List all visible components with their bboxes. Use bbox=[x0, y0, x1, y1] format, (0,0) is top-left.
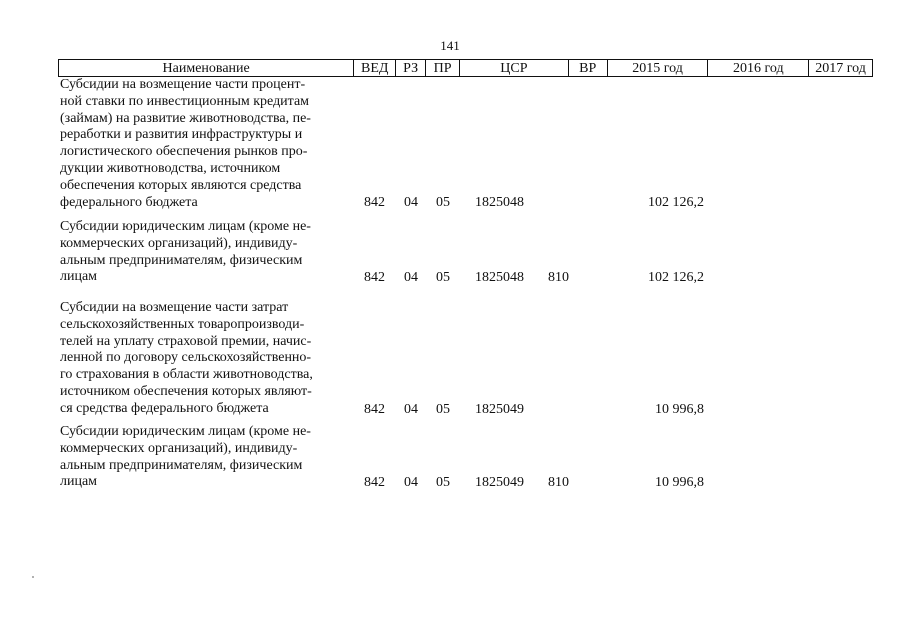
row-rz: 04 bbox=[404, 402, 418, 418]
row-ved: 842 bbox=[364, 195, 385, 211]
row-amount-2015: 102 126,2 bbox=[648, 195, 704, 211]
row-pr: 05 bbox=[436, 195, 450, 211]
row-ved: 842 bbox=[364, 402, 385, 418]
table-row bbox=[60, 219, 872, 287]
header-csr: ЦСР bbox=[460, 60, 569, 76]
scan-speck bbox=[32, 576, 34, 578]
table-row bbox=[60, 77, 872, 212]
row-csr: 1825049 bbox=[475, 475, 524, 491]
header-vr: ВР bbox=[569, 60, 608, 76]
row-vr: 810 bbox=[548, 475, 569, 491]
header-pr: ПР bbox=[426, 60, 460, 76]
row-rz: 04 bbox=[404, 195, 418, 211]
table-row bbox=[60, 300, 872, 419]
row-name: Субсидии на возмещение части процент- ной ставки по инвестиционным кредитам (займам) на развитие животноводства, пе- реработки и развития инфраструктуры и логистического обеспечения рынков про- дукции животноводства, источником обеспечения которых являются средства федерального бюджета bbox=[60, 77, 311, 210]
row-amount-2015: 10 996,8 bbox=[655, 402, 704, 418]
row-csr: 1825048 bbox=[475, 270, 524, 286]
header-name: Наименование bbox=[59, 60, 354, 76]
row-vr: 810 bbox=[548, 270, 569, 286]
header-2016: 2016 год bbox=[708, 60, 809, 76]
header-ved: ВЕД bbox=[354, 60, 396, 76]
table-row bbox=[60, 424, 872, 492]
row-ved: 842 bbox=[364, 475, 385, 491]
row-csr: 1825049 bbox=[475, 402, 524, 418]
row-pr: 05 bbox=[436, 270, 450, 286]
row-rz: 04 bbox=[404, 475, 418, 491]
row-csr: 1825048 bbox=[475, 195, 524, 211]
row-name: Субсидии юридическим лицам (кроме не- коммерческих организаций), индивиду- альным предпринимателям, физическим лицам bbox=[60, 424, 311, 490]
row-amount-2015: 10 996,8 bbox=[655, 475, 704, 491]
row-rz: 04 bbox=[404, 270, 418, 286]
row-amount-2015: 102 126,2 bbox=[648, 270, 704, 286]
row-name: Субсидии на возмещение части затрат сельскохозяйственных товаропроизводи- телей на уплату страховой премии, начис- ленной по договору сельскохозяйственно- го страхования в области животноводства, источником обеспечения которых являют- ся средства федерального бюджета bbox=[60, 300, 313, 416]
header-rz: РЗ bbox=[396, 60, 426, 76]
table-header bbox=[58, 59, 873, 77]
row-name: Субсидии юридическим лицам (кроме не- коммерческих организаций), индивиду- альным предпринимателям, физическим лицам bbox=[60, 219, 311, 285]
page-number: 141 bbox=[440, 38, 460, 53]
row-pr: 05 bbox=[436, 475, 450, 491]
header-2017: 2017 год bbox=[815, 61, 866, 76]
row-ved: 842 bbox=[364, 270, 385, 286]
row-pr: 05 bbox=[436, 402, 450, 418]
header-2015: 2015 год bbox=[608, 60, 709, 76]
